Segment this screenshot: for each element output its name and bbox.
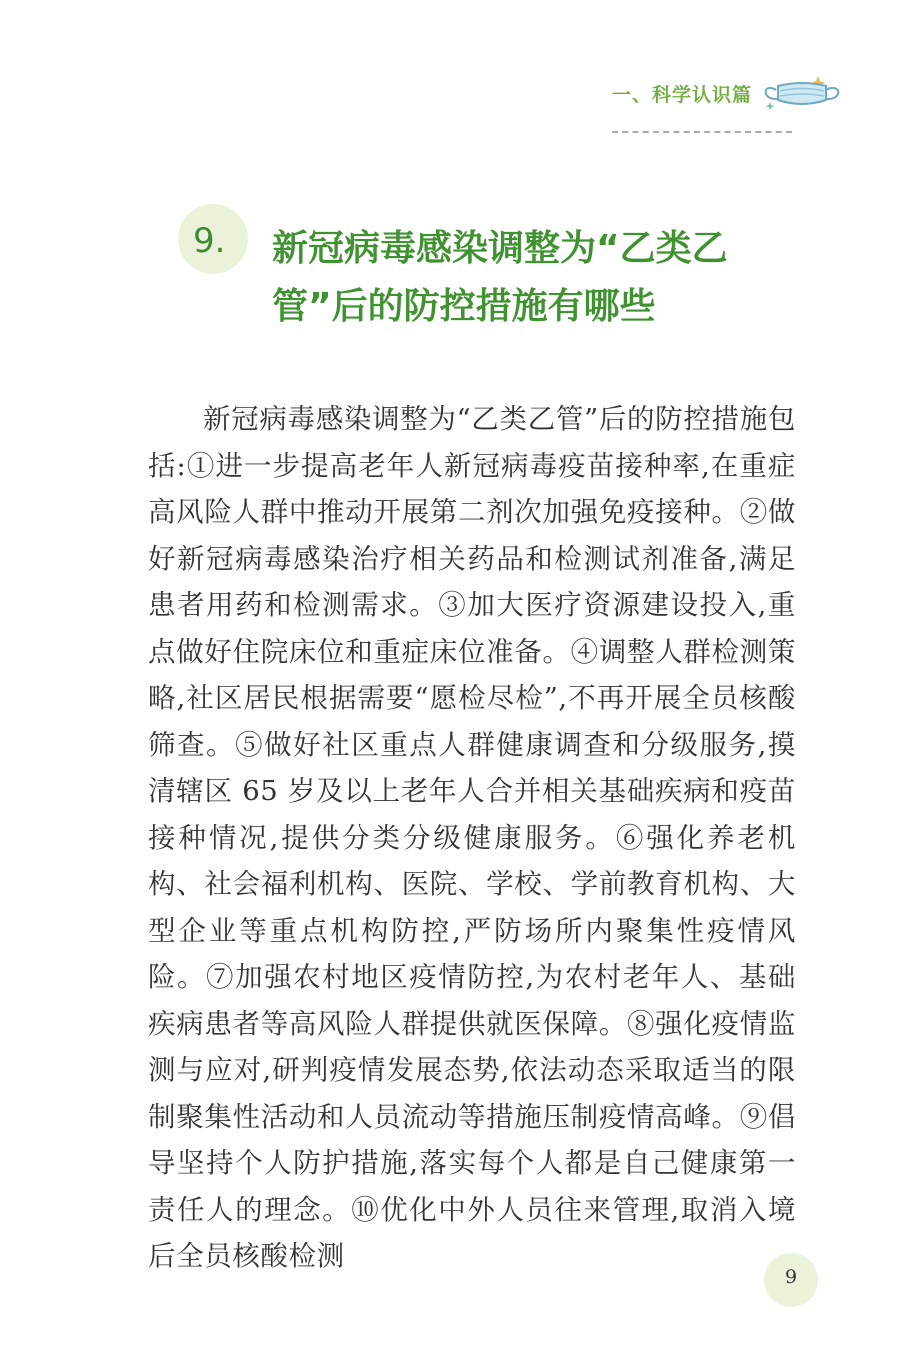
question-number: 9. — [193, 221, 226, 261]
question-title: 新冠病毒感染调整为“乙类乙管”后的防控措施有哪些 — [272, 228, 728, 327]
face-mask-icon — [760, 72, 844, 116]
body-paragraph: 新冠病毒感染调整为“乙类乙管”后的防控措施包括:①进一步提高老年人新冠病毒疫苗接种率,在重症高风险人群中推动开展第二剂次加强免疫接种。②做好新冠病毒感染治疗相关药品和检测试剂准备,满足患者用药和检测需求。③加大医疗资源建设投入,重点做好住院床位和重症床位准备。④调整人群检测策略,社区居民根据需要“愿检尽检”,不再开展全员核酸筛查。⑤做好社区重点人群健康调查和分级服务,摸清辖区 65 岁及以上老年人合并相关基础疾病和疫苗接种情况,提供分类分级健康服务。⑥强化养老机构、社会福利机构、医院、学校、学前教育机构、大型企业等重点机构防控,严防场所内聚集性疫情风险。⑦加强农村地区疫情防控,为农村老年人、基础疾病患者等高风险人群提供就医保障。⑧强化疫情监测与应对,研判疫情发展态势,依法动态采取适当的限制聚集性活动和人员流动等措施压制疫情高峰。⑨倡导坚持个人防护措施,落实每个人都是自己健康第一责任人的理念。⑩优化中外人员往来管理,取消入境后全员核酸检测 — [148, 403, 796, 1272]
page-number: 9 — [784, 1266, 798, 1288]
section-header — [560, 78, 850, 118]
section-title: 一、科学认识篇 — [612, 84, 753, 106]
header-divider — [612, 131, 792, 133]
